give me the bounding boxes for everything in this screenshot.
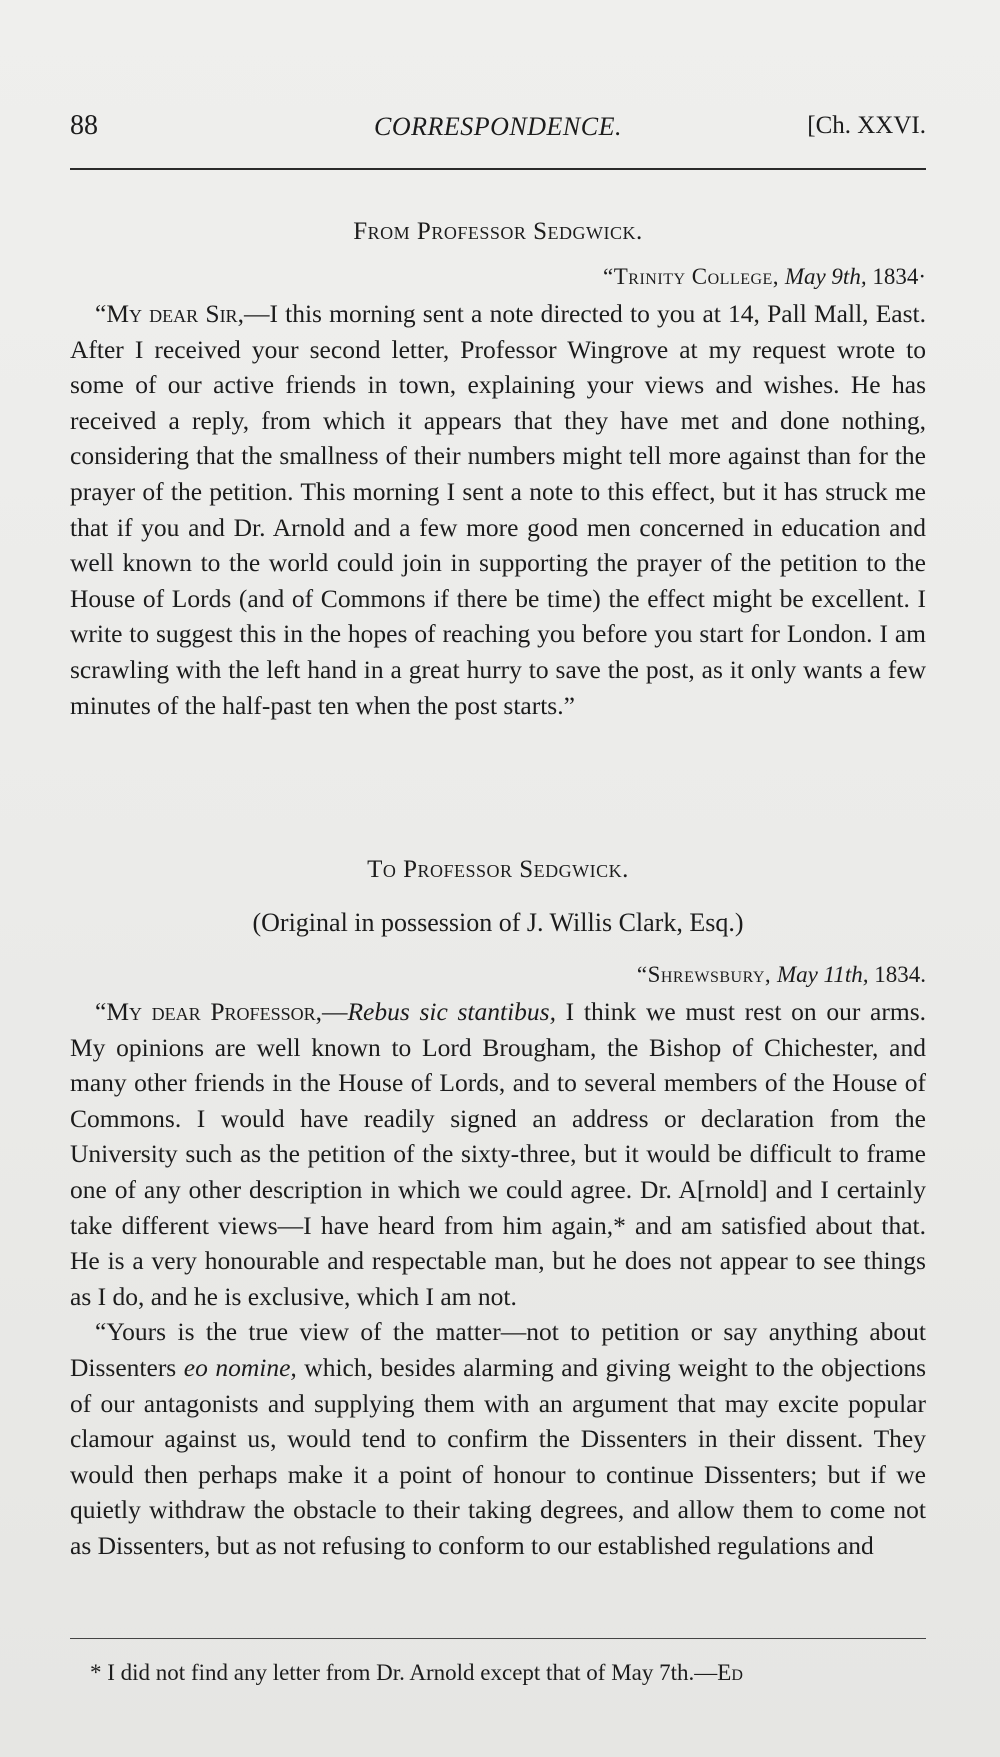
letter2-text-2a: “Yours is the true view of the matter—not to petition or say anything about Dissenters <box>70 1317 926 1382</box>
letter1-date: May 9th, <box>784 264 867 289</box>
letter2-paragraph-2 <box>70 1314 926 1563</box>
letter2-text-2b: which, besides alarming and giving weight to the objections of our antagonists and supplying them with an argument that may excite popular clamour against us, would tend to confirm the Dissenters in their dissent. They would then perhaps make it a point of honour to continue Dissenters; but if we quietly withdraw the obstacle to their taking degrees, and allow them to come not as Dissenters, but as not refusing to conform to our established regulations and <box>70 1352 926 1560</box>
latin-phrase: Rebus sic stantibus, <box>347 997 556 1026</box>
letter2-text-1: I think we must rest on our arms. My opinions are well known to Lord Brougham, the Bishop of Chichester, and many other friends in the House of Lords, and to several members of the House of Commons. I would have readily signed an address or declaration from the University such as the petition of the sixty-three, but it would be difficult to frame one of any other description in which we could agree. Dr. A[rnold] and I certainly take different views—I have heard from him again,* and am satisfied about that. He is a very honourable and respectable man, but he does not appear to see things as I do, and he is exclusive, which I am not. <box>70 997 926 1311</box>
letter2-year: 1834. <box>874 962 926 987</box>
page-number: 88 <box>70 110 98 141</box>
letter1-year: 1834· <box>872 264 926 289</box>
letter2-heading: To Professor Sedgwick. <box>367 856 629 883</box>
letter2-dateline <box>637 962 926 988</box>
letter2-place: “Shrewsbury, <box>636 962 772 987</box>
footnote-editor: Ed <box>717 1660 743 1685</box>
letter2-date: May 11th, <box>776 962 869 987</box>
letter2-subheading: (Original in possession of J. Willis Clark, Esq.) <box>252 908 744 937</box>
letter1-salutation: “My dear Sir, <box>95 299 244 328</box>
letter1-dateline <box>603 264 926 290</box>
letter1-heading: From Professor Sedgwick. <box>353 218 643 245</box>
running-title: CORRESPONDENCE. <box>374 112 622 141</box>
letter2-salutation: “My dear Professor, <box>95 997 322 1026</box>
header-rule <box>70 168 926 170</box>
footnote-text: * I did not find any letter from Dr. Arnold except that of May 7th.— <box>90 1660 718 1685</box>
letter1-body <box>70 296 926 723</box>
chapter-label: [Ch. XXVI. <box>807 112 926 139</box>
letter1-text: —I this morning sent a note directed to you at 14, Pall Mall, East. After I received your second letter, Professor Wingrove at my request wrote to some of our active friends in town, explaining your views and wishes. He has received a reply, from which it appears that they have met and done nothing, considering that the smallness of their numbers might tell more against than for the prayer of the petition. This morning I sent a note to this effect, but it has struck me that if you and Dr. Arnold and a few more good men concerned in education and well known to the world could join in supporting the prayer of the petition to the House of Lords (and of Commons if there be time) the effect might be excellent. I write to suggest this in the hopes of reaching you before you start for London. I am scrawling with the left hand in a great hurry to save the post, as it only wants a few minutes of the half-past ten when the post starts.” <box>70 299 927 720</box>
footnote-rule <box>70 1638 926 1639</box>
letter1-paragraph <box>70 296 926 723</box>
page-header <box>70 110 926 154</box>
letter1-place: “Trinity College, <box>603 264 780 289</box>
letter2-paragraph-1: “My dear Professor,—Rebus sic stantibus, I think we must rest on our arms. My opinions are well known to Lord Brougham, the Bishop of Chichester, and many other friends in the House of Lords, and to several members of the House of Commons. I would have readily signed an address or declaration from the University such as the petition of the sixty-three, but it would be difficult to frame one of any other description in which we could agree. Dr. A[rnold] and I certainly take different views—I have heard from him again,* and am satisfied about that. He is a very honourable and respectable man, but he does not appear to see things as I do, and he is exclusive, which I am not. <box>70 997 926 1311</box>
letter2-body <box>70 994 926 1564</box>
footnote <box>90 1658 926 1688</box>
latin-phrase-2: eo nomine, <box>183 1352 297 1382</box>
